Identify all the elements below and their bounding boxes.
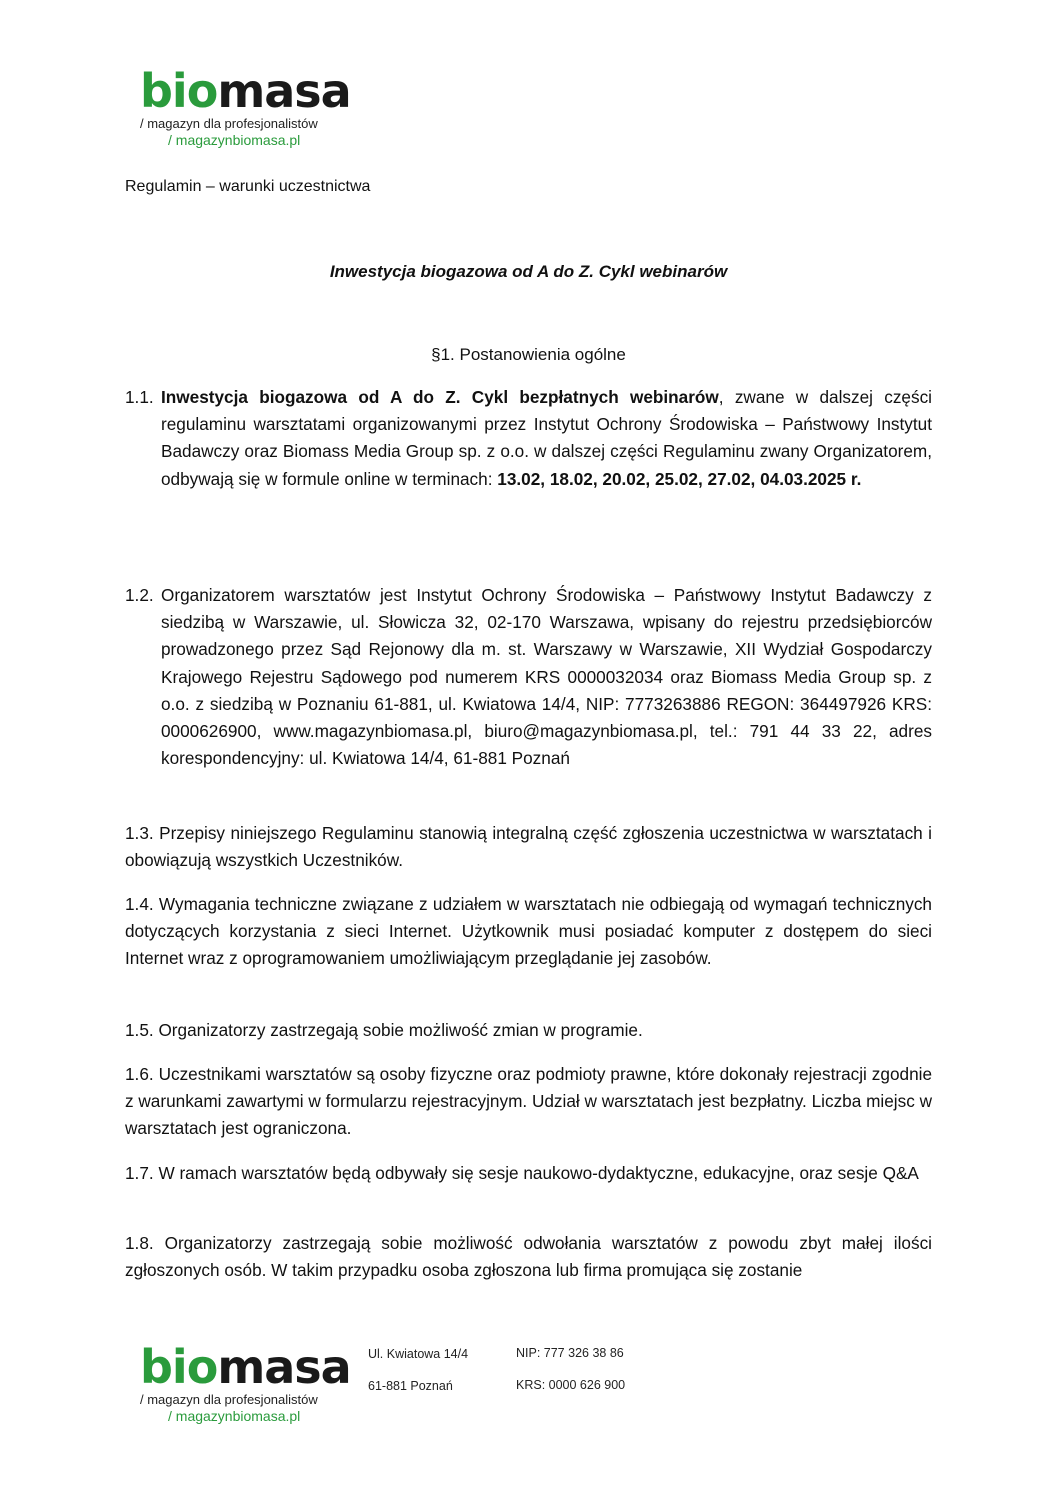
footer-street: Ul. Kwiatowa 14/4 — [368, 1347, 469, 1361]
logo-url: / magazynbiomasa.pl — [168, 1408, 301, 1425]
paragraph-bold-lead: Inwestycja biogazowa od A do Z. Cykl bezpłatnych webinarów — [161, 387, 719, 407]
logo-wordmark: biomasa — [140, 1340, 351, 1394]
paragraph-number: 1.2. — [125, 585, 154, 605]
paragraph-1-7: 1.7. W ramach warsztatów będą odbywały się sesje naukowo-dydaktyczne, edukacyjne, oraz sesje Q&A — [125, 1163, 919, 1183]
footer-logo — [140, 1340, 351, 1426]
paragraph-number: 1.1. — [125, 387, 154, 407]
document-title: Inwestycja biogazowa od A do Z. Cykl webinarów — [329, 262, 728, 281]
logo-tagline: / magazyn dla profesjonalistów — [140, 1392, 318, 1407]
logo-url: / magazynbiomasa.pl — [168, 132, 301, 149]
document-label: Regulamin – warunki uczestnictwa — [125, 178, 371, 195]
paragraph-1-6: 1.6. Uczestnikami warsztatów są osoby fizyczne oraz podmioty prawne, które dokonały rejestracji zgodnie z warunkami zawartymi w formularzu rejestracyjnym. Udział w warsztatach jest bezpłatny. Liczba miejsc w warsztatach jest ograniczona. — [125, 1064, 932, 1139]
paragraph-dates: 13.02, 18.02, 20.02, 25.02, 27.02, 04.03.2025 r. — [497, 468, 862, 489]
footer-krs: KRS: 0000 626 900 — [516, 1378, 626, 1392]
paragraph-1-5: 1.5. Organizatorzy zastrzegają sobie możliwość zmian w programie. — [125, 1020, 643, 1040]
paragraph-text: Inwestycja biogazowa od A do Z. Cykl bezpłatnych webinarów, zwane w dalszej części regulaminu warsztatami organizowanymi przez Instytut Ochrony Środowiska – Państwowy Instytut Badawczy oraz Biomass Media Group sp. z o.o. w dalszej części Regulaminu zwany Organizatorem, odbywają się w formule online w terminach: 13.02, 18.02, 20.02, 25.02, 27.02, 04.03.2025 r. — [161, 387, 932, 489]
footer-nip: NIP: 777 326 38 86 — [516, 1346, 624, 1360]
paragraph-1-8: 1.8. Organizatorzy zastrzegają sobie możliwość odwołania warsztatów z powodu zbyt małej ilości zgłoszonych osób. W takim przypadku osoba zgłoszona lub firma promująca się zostanie — [125, 1233, 932, 1281]
paragraph-1-2 — [125, 582, 932, 772]
paragraph-text: Organizatorem warsztatów jest Instytut Ochrony Środowiska – Państwowy Instytut Badawczy z siedzibą w Warszawie, ul. Słowicza 32, 02-170 Warszawa, wpisany do rejestru przedsiębiorców prowadzonego przez Sąd Rejonowy dla m. st. Warszawy w Warszawie, XII Wydział Gospodarczy Krajowego Rejestru Sądowego pod numerem KRS 0000032034 oraz Biomass Media Group sp. z o.o. z siedzibą w Poznaniu 61-881, ul. Kwiatowa 14/4, NIP: 7773263886 REGON: 364497926 KRS: 0000626900, www.magazynbiomasa.pl, biuro@magazynbiomasa.pl, tel.: 791 44 33 22, adres korespondencyjny: ul. Kwiatowa 14/4, 61-881 Poznań — [161, 585, 932, 769]
paragraph-1-4: 1.4. Wymagania techniczne związane z udziałem w warsztatach nie odbiegają od wymagań technicznych dotyczących korzystania z sieci Internet. Użytkownik musi posiadać komputer z dostępem do sieci Internet wraz z oprogramowaniem umożliwiającym przeglądanie jej zasobów. — [125, 894, 932, 969]
footer-city: 61-881 Poznań — [368, 1379, 453, 1393]
paragraph-1-3: 1.3. Przepisy niniejszego Regulaminu stanowią integralną część zgłoszenia uczestnictwa w warsztatach i obowiązują wszystkich Uczestników. — [125, 823, 932, 871]
header-logo — [140, 64, 351, 150]
section-heading: §1. Postanowienia ogólne — [431, 345, 626, 364]
paragraph-1-1 — [125, 384, 932, 493]
logo-wordmark: biomasa — [140, 64, 351, 118]
logo-tagline: / magazyn dla profesjonalistów — [140, 116, 318, 131]
